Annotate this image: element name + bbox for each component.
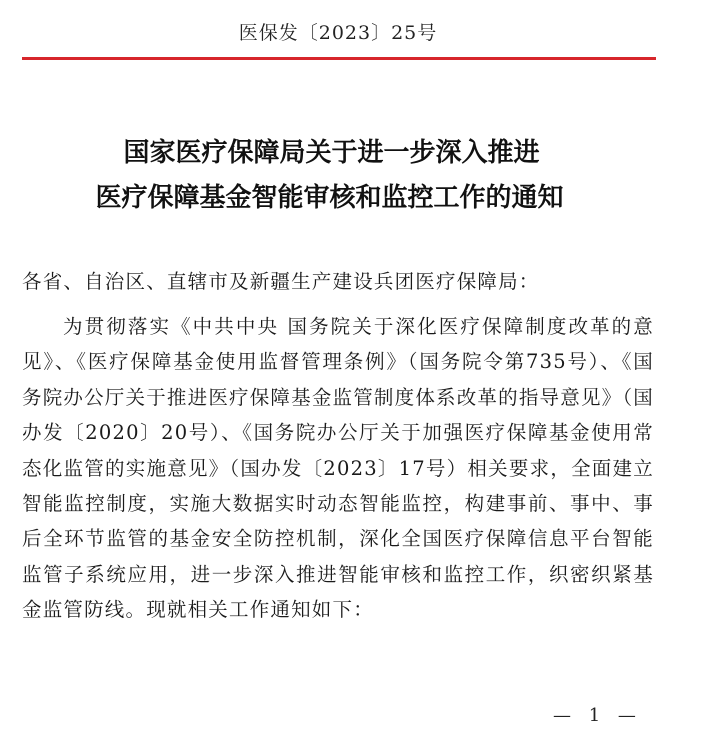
document-title xyxy=(0,131,703,221)
salutation: 各省、自治区、直辖市及新疆生产建设兵团医疗保障局： xyxy=(22,270,540,293)
page-number: — 1 — xyxy=(553,705,642,726)
document-number: 医保发〔2023〕25号 xyxy=(238,22,438,44)
title-line-2: 医疗保障基金智能审核和监控工作的通知 xyxy=(95,183,564,213)
title-line-1: 国家医疗保障局关于进一步深入推进 xyxy=(123,138,540,168)
body-paragraph: 为贯彻落实《中共中央 国务院关于深化医疗保障制度改革的意见》、《医疗保障基金使用监督管理条例》（国务院令第735号）、《国务院办公厅关于推进医疗保障基金监管制度体系改革的指导意见》（国办发〔2020〕20号）、《国务院办公厅关于加强医疗保障基金使用常态化监管的实施意见》（国办发〔2023〕17号）相关要求，全面建立智能监控制度，实施大数据实时动态智能监控，构建事前、事中、事后全环节监管的基金安全防控机制，深化全国医疗保障信息平台智能监管子系统应用，进一步深入推进智能审核和监控工作，织密织紧基金监管防线。现就相关工作通知如下： xyxy=(22,315,654,622)
header-red-rule xyxy=(22,57,656,60)
